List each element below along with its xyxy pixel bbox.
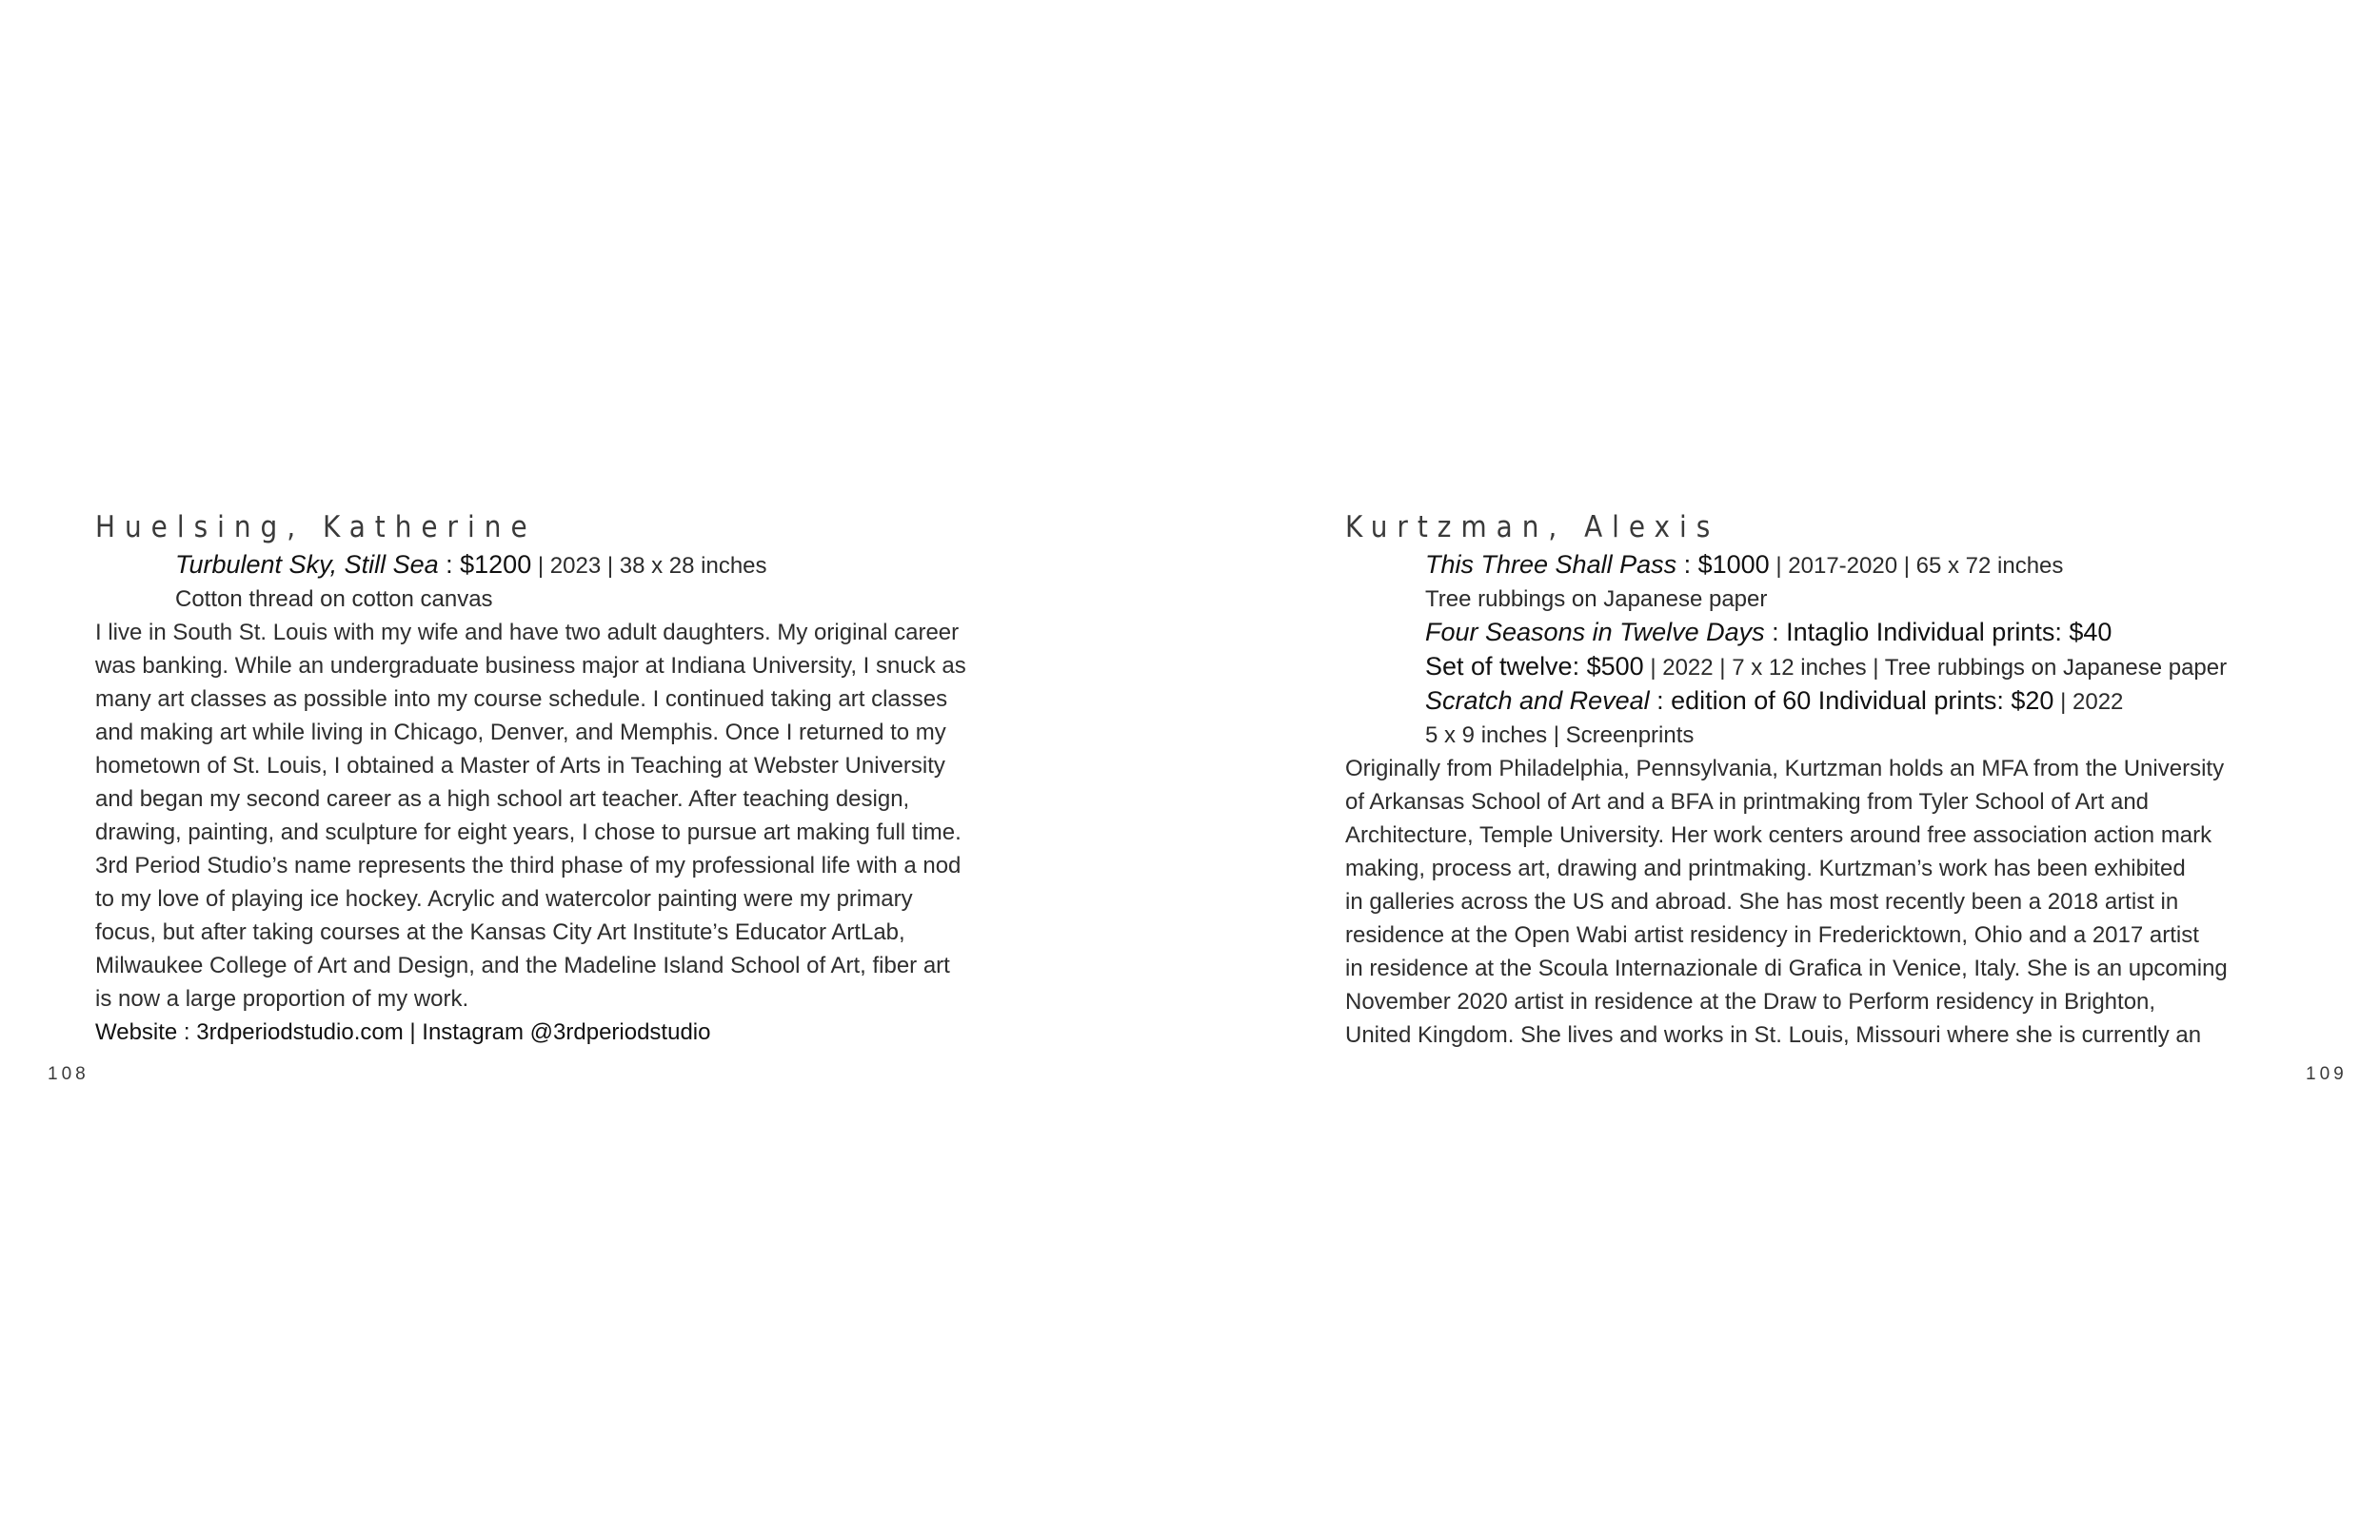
work-title: Four Seasons in Twelve Days — [1425, 618, 1765, 646]
bio-line: many art classes as possible into my course schedule. I continued taking art classes — [95, 686, 948, 712]
work-price: : $1000 — [1676, 550, 1770, 579]
work-price: Set of twelve: $500 — [1425, 652, 1644, 681]
bio-line: and making art while living in Chicago, Denver, and Memphis. Once I returned to my — [95, 720, 946, 745]
work-title: Scratch and Reveal — [1425, 686, 1650, 715]
bio-line: to my love of playing ice hockey. Acrylic and watercolor painting were my primary — [95, 886, 913, 912]
bio-line: Milwaukee College of Art and Design, and the Madeline Island School of Art, fiber art — [95, 953, 950, 978]
bio-line: focus, but after taking courses at the Kansas City Art Institute’s Educator ArtLab, — [95, 919, 905, 945]
bio-line: drawing, painting, and sculpture for eight years, I chose to pursue art making full time. — [95, 819, 962, 845]
bio-line: is now a large proportion of my work. — [95, 986, 469, 1012]
bio-line: Architecture, Temple University. Her work centers around free association action mark — [1345, 822, 2212, 848]
work-price: : edition of 60 Individual prints: $20 — [1649, 686, 2054, 715]
work-line — [1345, 684, 2307, 719]
artist-links[interactable]: Website : 3rdperiodstudio.com | Instagram @3rdperiodstudio — [95, 1019, 711, 1045]
work-line — [95, 548, 1047, 582]
work-line — [1345, 616, 2307, 650]
work-line — [1345, 548, 2307, 582]
work-title: This Three Shall Pass — [1425, 550, 1677, 579]
work-medium: 5 x 9 inches | Screenprints — [1425, 722, 1695, 748]
artist-entry-kurtzman — [1345, 506, 2307, 1052]
artist-bio — [1345, 752, 2307, 1052]
bio-line: Originally from Philadelphia, Pennsylvania, Kurtzman holds an MFA from the University — [1345, 756, 2225, 781]
page-number: 109 — [2306, 1064, 2348, 1084]
bio-line: in residence at the Scoula Internazionale di Grafica in Venice, Italy. She is an upcoming — [1345, 956, 2228, 981]
bio-line: November 2020 artist in residence at the Draw to Perform residency in Brighton, — [1345, 989, 2156, 1015]
bio-line: hometown of St. Louis, I obtained a Master of Arts in Teaching at Webster University — [95, 753, 945, 779]
bio-line: in galleries across the US and abroad. She has most recently been a 2018 artist in — [1345, 889, 2179, 915]
work-price: : $1200 — [438, 550, 532, 579]
work-price: : Intaglio Individual prints: $40 — [1764, 618, 2112, 646]
bio-line: of Arkansas School of Art and a BFA in printmaking from Tyler School of Art and — [1345, 789, 2150, 815]
bio-line: making, process art, drawing and printmaking. Kurtzman’s work has been exhibited — [1345, 856, 2186, 881]
bio-line: I live in South St. Louis with my wife and have two adult daughters. My original career — [95, 620, 960, 645]
work-meta: | 2023 | 38 x 28 inches — [531, 553, 767, 579]
bio-line: 3rd Period Studio’s name represents the third phase of my professional life with a nod — [95, 853, 962, 879]
bio-line: and began my second career as a high school art teacher. After teaching design, — [95, 786, 910, 812]
work-line — [1345, 650, 2307, 684]
artist-entry-huelsing — [95, 506, 1047, 1049]
work-meta: | 2022 | 7 x 12 inches | Tree rubbings on Japanese paper — [1643, 655, 2228, 681]
work-medium: Cotton thread on cotton canvas — [175, 586, 493, 612]
work-title: Turbulent Sky, Still Sea — [175, 550, 439, 579]
bio-line: was banking. While an undergraduate business major at Indiana University, I snuck as — [95, 653, 966, 679]
artist-bio — [95, 616, 1047, 1016]
bio-line: United Kingdom. She lives and works in St. Louis, Missouri where she is currently an — [1345, 1022, 2202, 1048]
work-meta: | 2022 — [2053, 689, 2124, 715]
work-meta: | 2017-2020 | 65 x 72 inches — [1769, 553, 2064, 579]
bio-line: residence at the Open Wabi artist residency in Fredericktown, Ohio and a 2017 artist — [1345, 922, 2199, 948]
right-page — [1190, 0, 2380, 1540]
work-medium: Tree rubbings on Japanese paper — [1425, 586, 1768, 612]
artist-name: Kurtzman, Alexis — [1345, 510, 1720, 544]
artist-name: Huelsing, Katherine — [95, 510, 537, 544]
page-number: 108 — [48, 1064, 89, 1084]
